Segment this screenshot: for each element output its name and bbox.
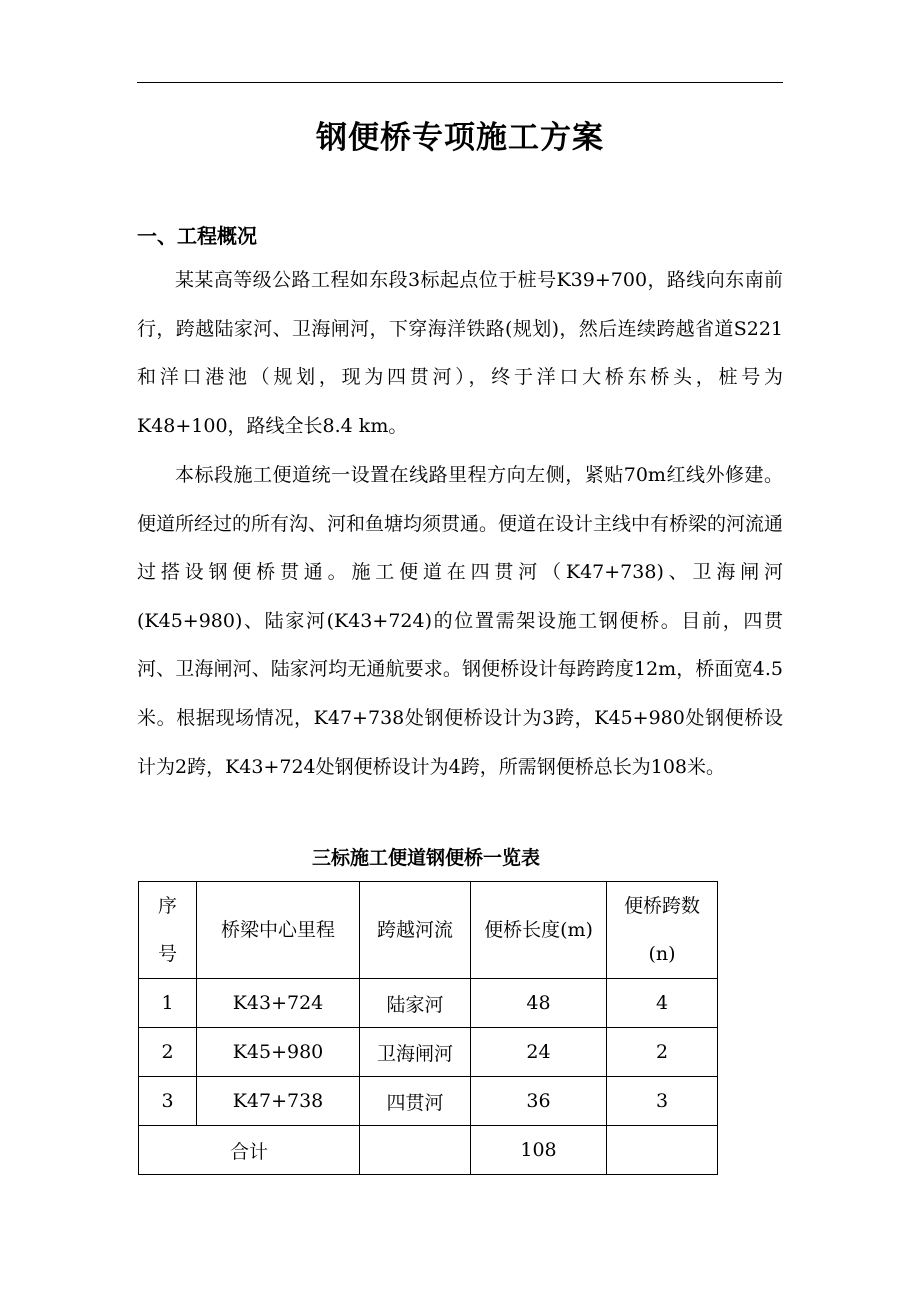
cell-spans: 3 <box>607 1077 718 1126</box>
header-river: 跨越河流 <box>360 882 471 979</box>
paragraph-detour-road: 本标段施工便道统一设置在线路里程方向左侧，紧贴70m红线外修建。便道所经过的所有沟、河和鱼塘均须贯通。便道在设计主线中有桥梁的河流通过搭设钢便桥贯通。施工便道在四贯河（K47+738)、卫海闸河(K45+980)、陆家河(K43+724)的位置需架设施工钢便桥。目前，四贯河、卫海闸河、陆家河均无通航要求。钢便桥设计每跨跨度12m，桥面宽4.5米。根据现场情况，K47+738处钢便桥设计为3跨，K45+980处钢便桥设计为2跨，K43+724处钢便桥设计为4跨，所需钢便桥总长为108米。 <box>137 464 784 778</box>
paragraph-overview: 某某高等级公路工程如东段3标起点位于桩号K39+700，路线向东南前行，跨越陆家河、卫海闸河，下穿海洋铁路(规划)，然后连续跨越省道S221和洋口港池（规划，现为四贯河），终于洋口大桥东桥头，桩号为K48+100，路线全长8.4 km。 <box>137 269 783 437</box>
table-header-row <box>139 882 718 979</box>
header-seq-line1: 序 <box>157 895 177 917</box>
cell-spans: 4 <box>607 979 718 1028</box>
document-title: 钢便桥专项施工方案 <box>316 120 604 156</box>
section-heading: 一、工程概况 <box>137 224 257 248</box>
table-total-row <box>139 1126 718 1175</box>
cell-total-label: 合计 <box>139 1126 360 1175</box>
cell-river: 陆家河 <box>360 979 471 1028</box>
header-seq-line2: 号 <box>157 943 177 965</box>
bridge-summary-table <box>138 881 718 1175</box>
table-row <box>139 1028 718 1077</box>
cell-seq: 1 <box>139 979 197 1028</box>
cell-seq: 3 <box>139 1077 197 1126</box>
header-length: 便桥长度(m) <box>471 882 607 979</box>
cell-river: 卫海闸河 <box>360 1028 471 1077</box>
header-spans-line2: (n) <box>648 943 676 965</box>
cell-spans: 2 <box>607 1028 718 1077</box>
table-row <box>139 1077 718 1126</box>
cell-mileage: K45+980 <box>197 1028 360 1077</box>
table-row <box>139 979 718 1028</box>
table-title: 三标施工便道钢便桥一览表 <box>311 847 540 869</box>
cell-length: 24 <box>471 1028 607 1077</box>
cell-length: 48 <box>471 979 607 1028</box>
header-seq <box>139 882 197 979</box>
cell-river: 四贯河 <box>360 1077 471 1126</box>
cell-mileage: K43+724 <box>197 979 360 1028</box>
header-mileage: 桥梁中心里程 <box>197 882 360 979</box>
cell-mileage: K47+738 <box>197 1077 360 1126</box>
cell-length: 36 <box>471 1077 607 1126</box>
cell-total-spans-empty <box>607 1126 718 1175</box>
header-spans-line1: 便桥跨数 <box>623 895 700 917</box>
cell-total-length: 108 <box>471 1126 607 1175</box>
cell-seq: 2 <box>139 1028 197 1077</box>
header-spans <box>607 882 718 979</box>
cell-total-river-empty <box>360 1126 471 1175</box>
header-rule <box>137 82 783 83</box>
